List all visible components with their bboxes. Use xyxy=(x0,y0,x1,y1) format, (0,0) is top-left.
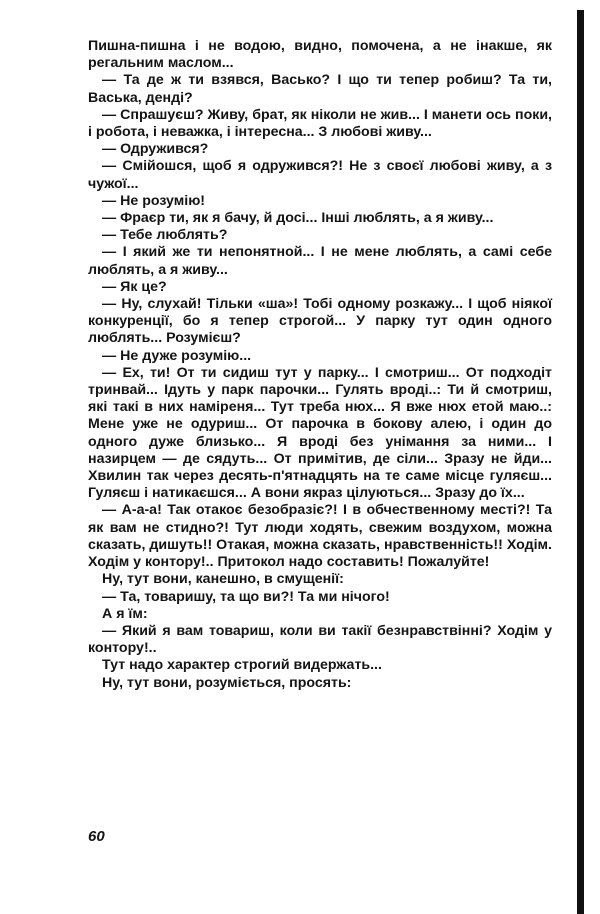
paragraph: — Одружився? xyxy=(102,141,209,158)
page-text xyxy=(88,38,552,692)
paragraph: Пишна-пишна і не водою, видно, помочена, а не інакше, як регальним маслом... xyxy=(88,38,552,72)
paragraph: — Фраєр ти, як я бачу, й досі... Інші люблять, а я живу... xyxy=(102,210,494,227)
paragraph: — І який же ти непонятной... І не мене люблять, а самі себе люблять, а я живу... xyxy=(88,244,552,278)
paragraph: — Смійошся, щоб я одружився?! Не з своєї любові живу, а з чужої... xyxy=(88,158,552,192)
paragraph: — Який я вам товариш, коли ви такії безнравствінні? Ходім у контору!.. xyxy=(88,622,552,657)
paragraph: Тут надо характер строгий видержать... xyxy=(102,657,382,674)
paragraph: — Не розумію! xyxy=(102,192,206,209)
paragraph: — Як це? xyxy=(102,278,167,295)
paragraph: — Не дуже розумію... xyxy=(102,347,252,364)
paragraph: — Та де ж ти взявся, Васько? І що ти тепер робиш? Та ти, Васька, денді? xyxy=(88,72,552,106)
paragraph: А я їм: xyxy=(102,605,148,622)
paragraph: — Ех, ти! От ти сидиш тут у парку... І смотриш... От подходіт тринвай... Ідуть у парк парочки... Гулять вроді..: Ти й смотриш, які такі в них наміреня... Тут треба нюх... Я вже нюх етой маю..: Мене уже не одуриш... От парочка в бокову алею, і один до одного дуже близько... Я вроді без унімання за ними... І назирцем — де сядуть... От примітив, де сіли... Зразу не йди... Хвилин так через десять-п'ятнадцять на те саме місце гуляєш... Гуляєш і натикаєшся... А вони якраз цілуються... Зразу до їх... xyxy=(88,364,552,502)
paragraph: Ну, тут вони, розуміється, просять: xyxy=(102,674,352,691)
page-number: 60 xyxy=(88,828,105,845)
paragraph: Ну, тут вони, канешно, в смущенії: xyxy=(102,571,344,588)
paragraph: — Та, товаришу, та що ви?! Та ми нічого! xyxy=(102,588,390,605)
paragraph: — А-а-а! Так отакоє безобразіє?! І в обчественному месті?! Та як вам не стидно?! Тут люди ходять, свежим воздухом, можна сказать, дишуть!! Отакая, можна сказать, нравственність!! Ходім. Ходім у контору!.. Притокол надо составить! Пожалуйте! xyxy=(88,502,552,571)
paragraph: — Ну, слухай! Тільки «ша»! Тобі одному розкажу... І щоб ніякої конкуренції, бо я тепер строгой... У парку тут один одного люблять... Розумієш? xyxy=(88,296,552,347)
paragraph: — Спрашуєш? Живу, брат, як ніколи не жив... І манети ось поки, і робота, і неважка, і інтересна... З любові живу... xyxy=(88,106,552,141)
paragraph: — Тебе люблять? xyxy=(102,227,228,244)
page-edge-bar xyxy=(577,10,584,914)
